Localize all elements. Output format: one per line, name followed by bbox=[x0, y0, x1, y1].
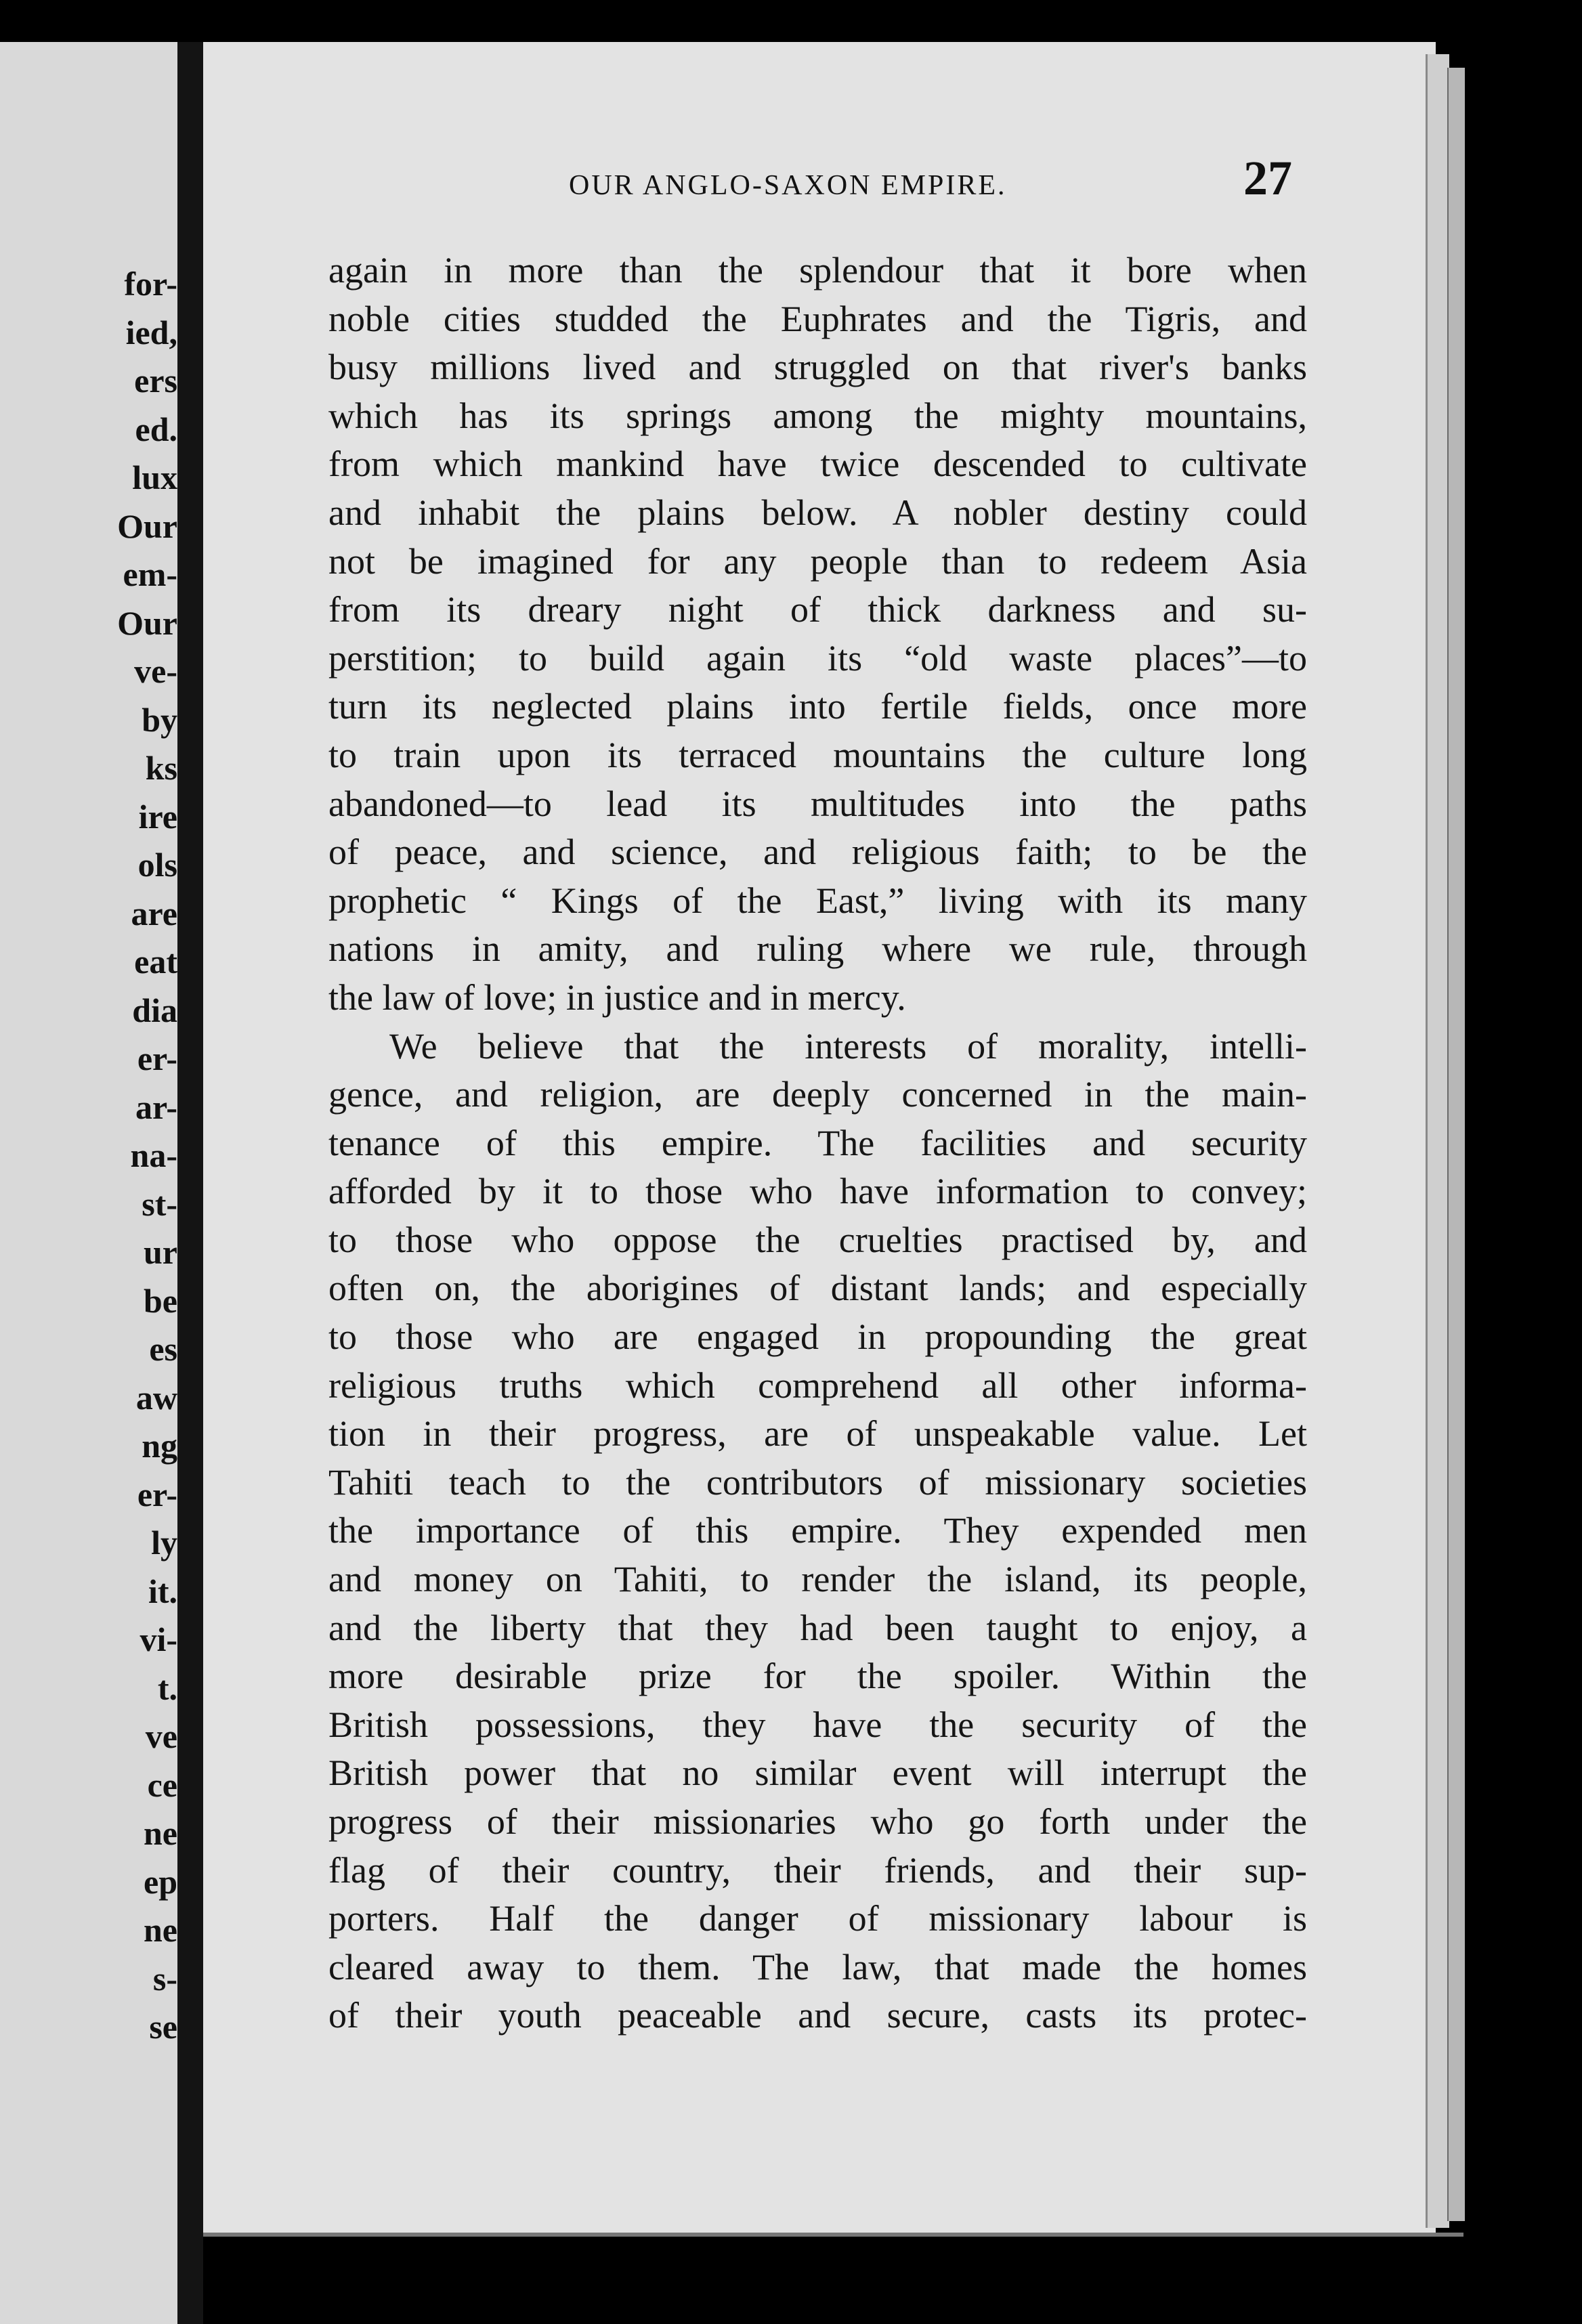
text-line: again in more than the splendour that it bore when bbox=[328, 250, 1307, 290]
text-line: turn its neglected plains into fertile fields, once more bbox=[328, 686, 1307, 727]
text-line: gence, and religion, are deeply concerned in the main- bbox=[328, 1074, 1307, 1115]
left-page-fragment: ire bbox=[138, 797, 177, 836]
page-stack-edge bbox=[1426, 54, 1449, 2228]
left-page-fragment: ve- bbox=[134, 652, 177, 690]
text-line: prophetic “ Kings of the East,” living with its many bbox=[328, 880, 1307, 921]
left-page-fragment: t. bbox=[157, 1669, 177, 1707]
text-line: We believe that the interests of morality, intelli- bbox=[389, 1025, 1307, 1067]
text-line: and money on Tahiti, to render the island, its people, bbox=[328, 1559, 1307, 1600]
left-page-fragment: dia bbox=[132, 991, 177, 1029]
left-page-fragment: er- bbox=[137, 1039, 177, 1077]
left-page-fragment: ols bbox=[137, 846, 177, 884]
text-line: to those who oppose the cruelties practised by, and bbox=[328, 1219, 1307, 1260]
book-gutter bbox=[177, 42, 203, 2324]
text-line: the importance of this empire. They expended men bbox=[328, 1510, 1307, 1551]
left-page-fragment: Our bbox=[117, 507, 177, 545]
text-line: of peace, and science, and religious faith; to be the bbox=[328, 832, 1307, 873]
left-page-fragment: se bbox=[149, 2008, 177, 2046]
text-line: tion in their progress, are of unspeakable value. Let bbox=[328, 1413, 1307, 1455]
text-line: progress of their missionaries who go forth under the bbox=[328, 1801, 1307, 1842]
left-page-fragment: ne bbox=[144, 1814, 177, 1852]
left-page-fragment: ep bbox=[144, 1862, 177, 1901]
left-page-fragment: na- bbox=[130, 1136, 177, 1174]
text-line: nations in amity, and ruling where we rule, through bbox=[328, 928, 1307, 970]
left-page-fragment: ers bbox=[134, 362, 177, 400]
text-line: British power that no similar event will interrupt the bbox=[328, 1752, 1307, 1794]
left-page-fragment: ur bbox=[144, 1233, 177, 1271]
left-page-fragment: ar- bbox=[135, 1088, 177, 1126]
text-line: flag of their country, their friends, and their sup- bbox=[328, 1849, 1307, 1891]
page-stack-edge-outer bbox=[1447, 68, 1465, 2221]
left-page-fragment: es bbox=[149, 1330, 177, 1368]
text-line: tenance of this empire. The facilities and security bbox=[328, 1122, 1307, 1163]
left-page-fragment: ied, bbox=[125, 313, 177, 351]
text-line: and the liberty that they had been taught to enjoy, a bbox=[328, 1607, 1307, 1648]
text-line: often on, the aborigines of distant lands; and especially bbox=[328, 1268, 1307, 1309]
left-page-fragment: ks bbox=[145, 749, 177, 787]
text-line: not be imagined for any people than to redeem Asia bbox=[328, 540, 1307, 582]
left-page-fragment: ly bbox=[151, 1524, 177, 1562]
previous-page-line-fragments bbox=[15, 260, 177, 2052]
text-line: abandoned—to lead its multitudes into the paths bbox=[328, 783, 1307, 824]
text-line: to train upon its terraced mountains the culture long bbox=[328, 734, 1307, 775]
text-line: and inhabit the plains below. A nobler destiny could bbox=[328, 492, 1307, 533]
paragraph-1 bbox=[328, 246, 1307, 1023]
left-page-fragment: em- bbox=[123, 555, 177, 593]
left-page-fragment: it. bbox=[148, 1572, 177, 1610]
left-page-fragment: are bbox=[131, 894, 177, 932]
left-page-fragment: be bbox=[144, 1281, 177, 1320]
text-line: religious truths which comprehend all other informa- bbox=[328, 1364, 1307, 1406]
paragraph-2 bbox=[328, 1023, 1307, 2040]
text-line: more desirable prize for the spoiler. Within the bbox=[328, 1656, 1307, 1697]
left-page-fragment: by bbox=[142, 700, 177, 739]
body-text bbox=[328, 246, 1307, 2040]
left-page-fragment: er- bbox=[137, 1475, 177, 1513]
left-page-fragment: ng bbox=[142, 1427, 177, 1465]
left-page-fragment: ed. bbox=[135, 410, 177, 448]
text-line: porters. Half the danger of missionary labour is bbox=[328, 1898, 1307, 1939]
left-page-fragment: for- bbox=[124, 265, 177, 303]
left-page-fragment: ve bbox=[145, 1717, 177, 1755]
text-line: noble cities studded the Euphrates and the Tigris, and bbox=[328, 298, 1307, 339]
left-page-fragment: eat bbox=[134, 943, 177, 981]
text-line: of their youth peaceable and secure, casts its protec- bbox=[328, 1995, 1307, 2036]
left-page-fragment: lux bbox=[132, 458, 177, 496]
left-page-fragment: ce bbox=[147, 1765, 177, 1804]
page-number: 27 bbox=[1243, 151, 1292, 205]
left-page-fragment: aw bbox=[135, 1378, 177, 1417]
text-line: which has its springs among the mighty mountains, bbox=[328, 395, 1307, 436]
text-line: cleared away to them. The law, that made the homes bbox=[328, 1946, 1307, 1987]
previous-page-edge bbox=[0, 42, 177, 2324]
text-line: busy millions lived and struggled on that river's banks bbox=[328, 347, 1307, 388]
text-line: from which mankind have twice descended to cultivate bbox=[328, 444, 1307, 485]
left-page-fragment: s- bbox=[152, 1959, 177, 1998]
text-line: Tahiti teach to the contributors of missionary societies bbox=[328, 1461, 1307, 1503]
left-page-fragment: ne bbox=[144, 1911, 177, 1949]
text-line: perstition; to build again its “old waste places”—to bbox=[328, 637, 1307, 679]
left-page-fragment: Our bbox=[117, 603, 177, 642]
left-page-fragment: st- bbox=[142, 1184, 177, 1223]
text-line: British possessions, they have the security of the bbox=[328, 1704, 1307, 1745]
running-header: OUR ANGLO-SAXON EMPIRE. bbox=[569, 170, 1007, 201]
page-bottom-shadow bbox=[203, 2233, 1463, 2237]
left-page-fragment: vi- bbox=[140, 1620, 177, 1658]
text-line: the law of love; in justice and in mercy. bbox=[328, 976, 906, 1018]
text-line: afforded by it to those who have information to convey; bbox=[328, 1171, 1307, 1212]
text-line: from its dreary night of thick darkness and su- bbox=[328, 589, 1307, 630]
text-line: to those who are engaged in propounding the great bbox=[328, 1316, 1307, 1358]
